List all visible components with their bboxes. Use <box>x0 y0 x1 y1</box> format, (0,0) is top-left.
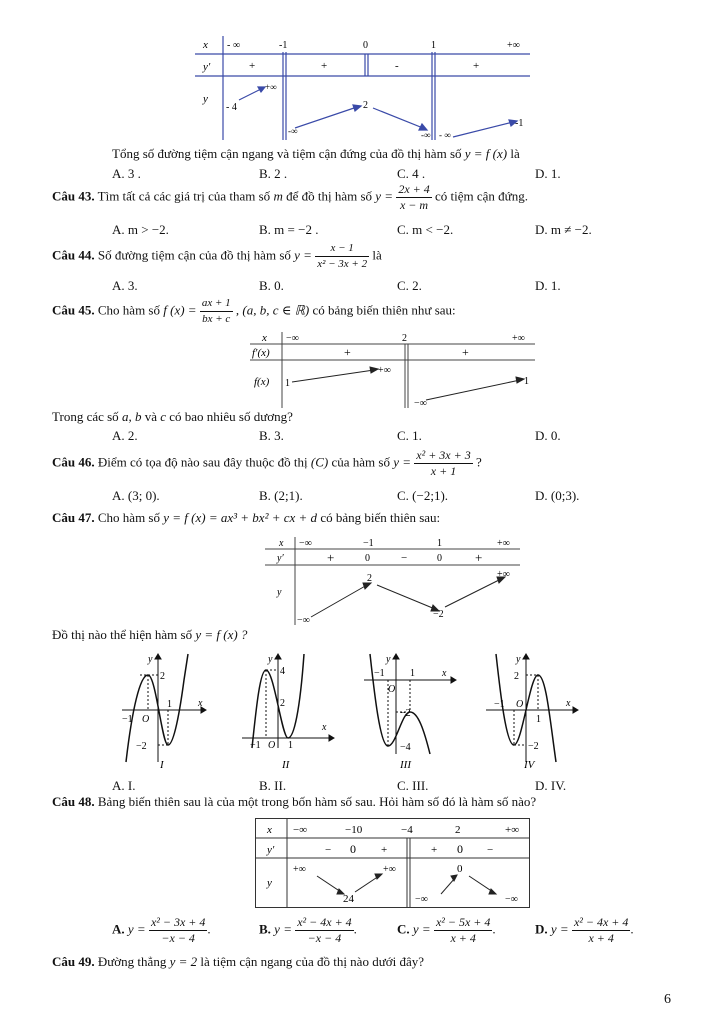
q45-question-text: Trong các số <box>52 409 119 424</box>
intro-option-a[interactable]: A. 3 . <box>112 166 141 181</box>
g2-name: II <box>282 759 290 770</box>
q46-y: y = <box>393 454 412 470</box>
q48-d-label: D. <box>535 921 548 937</box>
t1-y-4: -∞ <box>421 130 431 140</box>
q47-t-yp-1: 0 <box>365 553 370 564</box>
q47-t-yp-0: + <box>327 550 335 565</box>
g4-m1: −1 <box>494 699 505 710</box>
q47-stem <box>52 510 440 526</box>
q48-b-fraction: $\frac{\text{x² − 4x + 4}}{-x - 4}$ <box>297 915 352 945</box>
q47-variation-table <box>265 535 520 625</box>
q44-label: Câu 44. <box>52 247 95 263</box>
q45-option-a[interactable]: A. 2. <box>112 428 138 443</box>
g1-y: y <box>148 654 153 665</box>
g1-x: x <box>198 698 203 709</box>
q49-text-a: Đường thẳng <box>97 954 167 969</box>
q45-variation-table <box>250 330 535 408</box>
q47-t-y-label: y <box>277 587 282 598</box>
q45-fraction: $\frac{ax + 1}{bx + c}$ <box>201 297 231 325</box>
g4-y: y <box>516 654 521 665</box>
q45-t-sign-0: + <box>344 345 351 359</box>
g4-x: x <box>566 698 571 709</box>
q45-t-f-3: 1 <box>524 376 529 387</box>
q47-graph-II <box>238 650 338 770</box>
q47-t-x-1: −1 <box>363 538 374 549</box>
t1-x-0: - ∞ <box>227 40 240 51</box>
q43-text-c: có tiệm cận đứng. <box>435 188 528 204</box>
g1-2: 2 <box>160 671 165 682</box>
variation-table-1 <box>195 34 530 140</box>
g2-o: O <box>268 740 276 751</box>
t1-x-2: 0 <box>363 40 368 51</box>
t1-yp-label: y′ <box>203 61 211 73</box>
q45-t-x-1: 2 <box>402 333 407 344</box>
q47-t-yp-label: y′ <box>277 553 284 564</box>
q43-option-a[interactable]: A. m > −2. <box>112 222 169 237</box>
q46-q: ? <box>475 454 482 470</box>
q45-option-d[interactable]: D. 0. <box>535 428 561 443</box>
q43-y: y = <box>375 188 394 204</box>
q44-option-c[interactable]: C. 2. <box>397 278 422 293</box>
q48-a-y: y = <box>127 921 146 937</box>
q48-t-y-0: +∞ <box>293 864 306 875</box>
q45-fx: f (x) = <box>163 302 197 318</box>
q48-t-yp-label: y′ <box>267 844 275 856</box>
q47-question-text: Đồ thị nào thể hiện hàm số <box>52 627 193 642</box>
q45-t-f-2: −∞ <box>414 398 427 408</box>
q43-option-b[interactable]: B. m = −2 . <box>259 222 319 237</box>
g1-m1: −1 <box>122 714 133 725</box>
q48-t-y-5: −∞ <box>505 894 518 905</box>
q48-t-yp-5: − <box>487 844 494 856</box>
q47-fx: y = f (x) = ax³ + bx² + cx + d <box>163 510 318 525</box>
g2-1: 1 <box>288 740 293 751</box>
t1-x-label: x <box>203 39 208 51</box>
q47-t-y-1: −∞ <box>297 615 310 625</box>
q47-graph-IV <box>482 650 582 770</box>
t1-y-3: 2 <box>363 100 368 111</box>
q44-stem <box>52 241 382 272</box>
q45-t-fp-label: f′(x) <box>252 347 270 359</box>
q47-text-b: có bảng biến thiên sau: <box>320 510 441 525</box>
q49-math: y = 2 <box>169 954 198 969</box>
q43-fraction: $\frac{2x + 4}{x - m}$ <box>398 182 430 212</box>
q45-label: Câu 45. <box>52 302 95 318</box>
g1-m2: −2 <box>136 741 147 752</box>
q43-m: m <box>273 188 283 204</box>
g3-m2: −2 <box>400 708 411 719</box>
intro-end: là <box>510 146 520 161</box>
q45-question-c: c <box>160 409 166 424</box>
q48-b-y: y = <box>274 921 292 937</box>
q44-text-b: là <box>372 247 382 263</box>
q46-option-d[interactable]: D. (0;3). <box>535 488 580 503</box>
q48-t-yp-2: + <box>381 844 388 856</box>
q45-cond: , (a, b, c ∈ ℝ) <box>235 302 310 318</box>
q45-t-x-label: x <box>262 332 267 344</box>
q45-t-x-0: −∞ <box>286 333 299 344</box>
q48-t-x-2: −4 <box>401 824 413 836</box>
q45-question-math: a, b <box>121 409 142 424</box>
q46-text-a: Điểm có tọa độ nào sau đây thuộc đồ thị <box>97 454 308 470</box>
q43-option-d[interactable]: D. m ≠ −2. <box>535 222 592 237</box>
g4-o: O <box>516 699 524 710</box>
q43-option-c[interactable]: C. m < −2. <box>397 222 454 237</box>
q47-t-yp-4: + <box>475 550 483 565</box>
q44-text-a: Số đường tiệm cận của đồ thị hàm số <box>97 247 291 263</box>
q48-variation-table <box>255 818 530 908</box>
q45-option-b[interactable]: B. 3. <box>259 428 284 443</box>
q47-option-b[interactable]: B. II. <box>259 778 287 793</box>
g2-x: x <box>322 722 327 733</box>
t1-y-2: -∞ <box>288 126 298 136</box>
q45-option-c[interactable]: C. 1. <box>397 428 422 443</box>
g3-y: y <box>386 654 391 665</box>
q48-option-d[interactable]: D. y = $\frac{\text{x² − 4x + 4}}{x + 4}$ . <box>535 915 634 945</box>
g1-o: O <box>142 714 150 725</box>
q49-text-b: là tiệm cận ngang của đồ thị nào dưới đây? <box>200 954 425 969</box>
q48-t-y-3: −∞ <box>415 894 428 905</box>
q48-d-fraction: $\frac{\text{x² − 4x + 4}}{x + 4}$ <box>573 915 629 945</box>
g4-m2: −2 <box>528 741 539 752</box>
q49-stem <box>52 954 424 970</box>
q48-c-label: C. <box>397 921 410 937</box>
q48-stem <box>52 794 536 810</box>
q45-question-and: và <box>144 409 157 424</box>
q45-stem <box>52 296 456 327</box>
q45-t-f-label: f(x) <box>254 376 270 388</box>
q46-fraction: $\frac{\text{x² + 3x + 3}}{x + 1}$ <box>416 448 471 478</box>
q43-stem <box>52 182 528 213</box>
t1-x-4: +∞ <box>507 40 520 51</box>
q45-t-f-1: +∞ <box>378 365 391 376</box>
g2-4: 4 <box>280 666 285 677</box>
q46-c: (C) <box>310 454 329 470</box>
t1-sign-3: + <box>473 60 480 72</box>
q48-t-x-4: +∞ <box>505 824 520 836</box>
q44-option-d[interactable]: D. 1. <box>535 278 561 293</box>
q48-t-yp-4: 0 <box>457 842 463 856</box>
q44-y: y = <box>294 247 312 263</box>
page-number: 6 <box>664 992 671 1007</box>
q48-label: Câu 48. <box>52 794 95 809</box>
q48-t-y-2: +∞ <box>383 864 396 875</box>
q48-t-x-3: 2 <box>455 824 461 836</box>
q45-text-a: Cho hàm số <box>97 302 160 318</box>
g3-o: O <box>388 684 396 695</box>
intro-text: Tổng số đường tiệm cận ngang và tiệm cận đứng của đồ thị hàm số <box>112 146 462 161</box>
q44-fraction: $\frac{x - 1}{\text{x² − 3x + 2}}$ <box>317 242 368 270</box>
g3-m4: −4 <box>400 742 411 753</box>
intro-option-d[interactable]: D. 1. <box>535 166 561 181</box>
q47-option-c[interactable]: C. III. <box>397 778 429 793</box>
q43-label: Câu 43. <box>52 188 95 204</box>
q46-stem <box>52 448 482 479</box>
q46-option-b[interactable]: B. (2;1). <box>259 488 303 503</box>
g4-2: 2 <box>514 671 519 682</box>
q45-t-x-2: +∞ <box>512 333 525 344</box>
q45-text-b: có bảng biến thiên như sau: <box>312 302 456 318</box>
q48-c-y: y = <box>412 921 431 937</box>
t1-y-5: - ∞ <box>439 130 451 140</box>
q48-t-x-0: −∞ <box>293 824 308 836</box>
q47-t-x-2: 1 <box>437 538 442 549</box>
q46-text-b: của hàm số <box>331 454 390 470</box>
q47-t-x-3: +∞ <box>497 538 510 549</box>
q47-t-y-2: −2 <box>433 609 444 620</box>
t1-x-1: -1 <box>279 40 288 51</box>
q47-t-x-label: x <box>279 538 284 549</box>
g2-2: 2 <box>280 698 285 709</box>
q47-option-d[interactable]: D. IV. <box>535 778 567 793</box>
q47-label: Câu 47. <box>52 510 95 525</box>
g3-name: III <box>400 759 411 770</box>
g2-m1: −1 <box>250 740 261 751</box>
t1-sign-2: - <box>395 60 399 72</box>
q48-c-fraction: $\frac{\text{x² − 5x + 4}}{x + 4}$ <box>435 915 491 945</box>
q47-graph-I <box>118 650 210 770</box>
q48-a-label: A. <box>112 921 125 937</box>
q45-t-sign-1: + <box>462 345 469 359</box>
t1-y-6: -1 <box>515 118 524 129</box>
q47-option-a[interactable]: A. I. <box>112 778 136 793</box>
q48-t-x-label: x <box>267 824 272 836</box>
q47-question <box>52 627 247 643</box>
intro-math: y = f (x) <box>464 146 508 161</box>
q47-t-y-3: +∞ <box>497 569 510 580</box>
q48-t-yp-0: − <box>325 844 332 856</box>
q47-text-a: Cho hàm số <box>97 510 160 525</box>
g3-1: 1 <box>410 668 415 679</box>
q48-t-x-1: −10 <box>345 824 363 836</box>
g3-x: x <box>442 668 447 679</box>
t1-sign-1: + <box>321 60 328 72</box>
t1-y-0: - 4 <box>226 102 237 113</box>
q45-question-end: có bao nhiêu số dương? <box>169 409 293 424</box>
q45-question <box>52 409 293 425</box>
q47-t-yp-3: 0 <box>437 553 442 564</box>
q44-option-a[interactable]: A. 3. <box>112 278 138 293</box>
q48-option-a[interactable]: A. y = $\frac{\text{x² − 3x + 4}}{-x - 4}$ . <box>112 915 211 945</box>
intro-option-b[interactable]: B. 2 . <box>259 166 288 181</box>
intro-option-c[interactable]: C. 4 . <box>397 166 426 181</box>
q48-t-yp-3: + <box>431 844 438 856</box>
q47-t-x-0: −∞ <box>299 538 312 549</box>
g1-name: I <box>160 759 164 770</box>
q46-label: Câu 46. <box>52 454 95 470</box>
q43-text-a: Tìm tất cả các giá trị của tham số <box>97 188 271 204</box>
t1-x-3: 1 <box>431 40 436 51</box>
q48-option-c[interactable]: C. y = $\frac{\text{x² − 5x + 4}}{x + 4}$ . <box>397 915 496 945</box>
t1-y-1: +∞ <box>265 82 277 92</box>
q44-option-b[interactable]: B. 0. <box>259 278 284 293</box>
q47-graph-III <box>360 650 460 770</box>
q45-t-f-0: 1 <box>285 378 290 389</box>
g4-name: IV <box>524 759 535 770</box>
q48-a-fraction: $\frac{\text{x² − 3x + 4}}{-x - 4}$ <box>150 915 206 945</box>
q48-t-y-4: 0 <box>457 863 463 875</box>
q48-t-y-1: 24 <box>343 893 354 905</box>
q47-t-yp-2: − <box>401 552 408 564</box>
q48-t-yp-1: 0 <box>350 842 356 856</box>
g2-y: y <box>268 654 273 665</box>
q48-b-label: B. <box>259 921 271 937</box>
t1-y-label: y <box>203 93 208 105</box>
q43-text-b: để đồ thị hàm số <box>286 188 373 204</box>
q48-text: Bảng biến thiên sau là của một trong bốn hàm số sau. Hỏi hàm số đó là hàm số nào? <box>97 794 537 809</box>
q48-option-b[interactable]: B. y = $\frac{\text{x² − 4x + 4}}{-x - 4}$ . <box>259 915 357 945</box>
g1-1: 1 <box>167 699 172 710</box>
q48-d-y: y = <box>550 921 569 937</box>
q46-option-c[interactable]: C. (−2;1). <box>397 488 449 503</box>
g4-1: 1 <box>536 714 541 725</box>
q47-t-y-0: 2 <box>367 573 372 584</box>
q46-option-a[interactable]: A. (3; 0). <box>112 488 160 503</box>
q48-t-y-label: y <box>267 877 272 889</box>
g3-m1: −1 <box>374 668 385 679</box>
q47-question-math: y = f (x) ? <box>195 627 248 642</box>
intro-question <box>112 146 520 162</box>
q49-label: Câu 49. <box>52 954 95 969</box>
t1-sign-0: + <box>249 60 256 72</box>
